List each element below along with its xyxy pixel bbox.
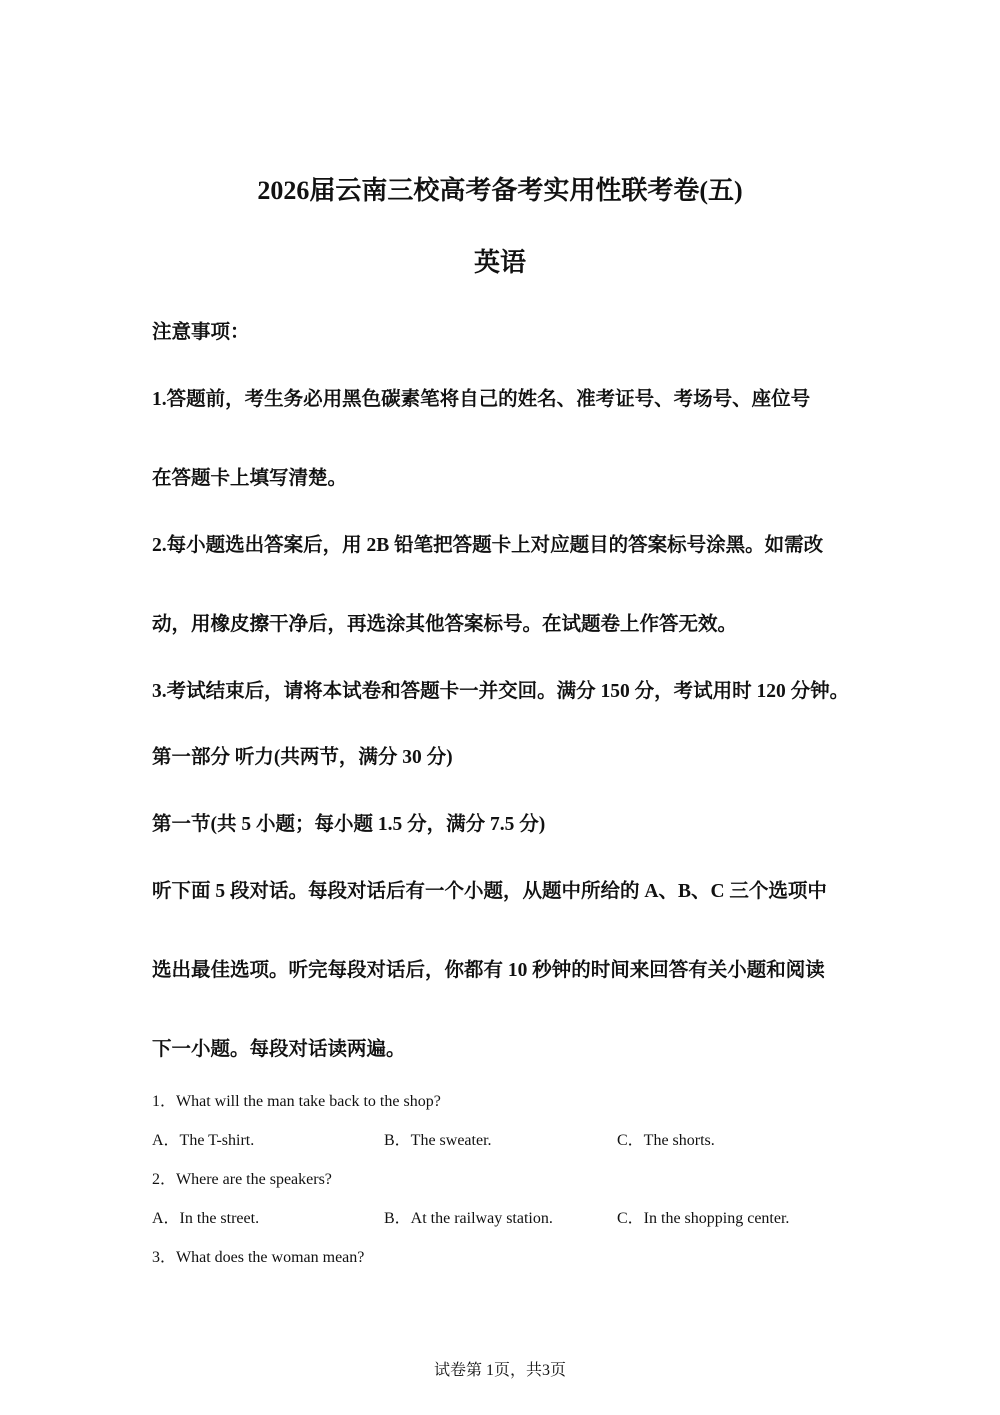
- notice-line-3: 2.每小题选出答案后，用 2B 铅笔把答题卡上对应题目的答案标号涂黑。如需改: [152, 535, 824, 556]
- question-1-option-a: A．The T-shirt.: [152, 1132, 255, 1149]
- question-2-option-b: B．At the railway station.: [384, 1210, 553, 1227]
- question-2-option-a: A．In the street.: [152, 1210, 260, 1227]
- question-2-option-c: C．In the shopping center.: [617, 1210, 790, 1227]
- instruction-line-1: 听下面 5 段对话。每段对话后有一个小题，从题中所给的 A、B、C 三个选项中: [152, 881, 827, 902]
- page-footer: 试卷第 1页，共3页: [433, 1362, 566, 1379]
- instruction-line-2: 选出最佳选项。听完每段对话后，你都有 10 秒钟的时间来回答有关小题和阅读: [152, 960, 825, 981]
- notice-line-5: 3.考试结束后，请将本试卷和答题卡一并交回。满分 150 分，考试用时 120 分钟。: [152, 681, 850, 702]
- question-3-stem: 3．What does the woman mean?: [152, 1249, 365, 1266]
- section1-heading: 第一节(共 5 小题；每小题 1.5 分，满分 7.5 分): [152, 814, 546, 835]
- question-1-stem: 1．What will the man take back to the shop?: [152, 1093, 441, 1110]
- notice-line-4: 动，用橡皮擦干净后，再选涂其他答案标号。在试题卷上作答无效。: [152, 614, 738, 635]
- notice-heading: 注意事项：: [152, 322, 250, 343]
- question-1-option-b: B．The sweater.: [384, 1132, 492, 1149]
- notice-line-1: 1.答题前，考生务必用黑色碳素笔将自己的姓名、准考证号、考场号、座位号: [152, 389, 811, 410]
- notice-line-2: 在答题卡上填写清楚。: [152, 468, 348, 489]
- question-2-stem: 2．Where are the speakers?: [152, 1171, 332, 1188]
- part1-heading: 第一部分 听力(共两节，满分 30 分): [152, 747, 453, 768]
- subject-title: 英语: [473, 248, 526, 277]
- question-1-option-c: C．The shorts.: [617, 1132, 715, 1149]
- instruction-line-3: 下一小题。每段对话读两遍。: [152, 1039, 406, 1060]
- exam-title: 2026届云南三校高考备考实用性联考卷(五): [257, 176, 743, 205]
